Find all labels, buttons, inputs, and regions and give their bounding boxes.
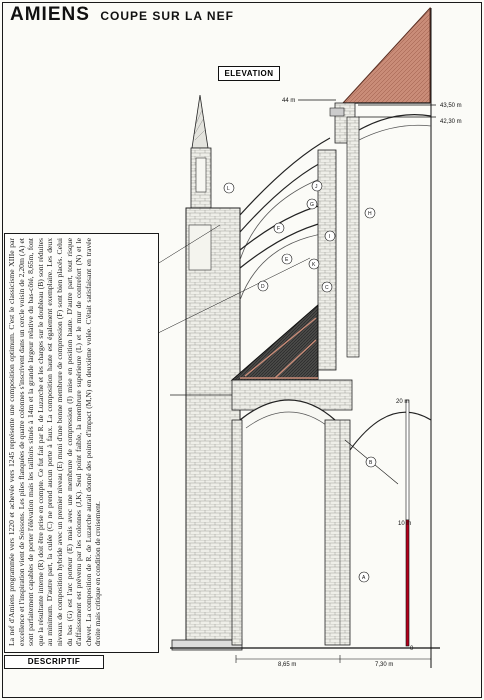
callout-f (274, 223, 284, 233)
elevation-label: ELEVATION (218, 66, 280, 81)
description-text: La nef d'Amiens programmée vers 1220 et achevée vers 1245 représente une composition optimum. C'est le classicisme XIIIe par excellence et l'inspiration vient de Soissons. Les piles flanquées de quatre colonnes s'inscrivent dans un cercle voisin de 2,20m (A) et sont parfaitement capables de porter l'élévation mais les tailloirs situés à 14m et la grande largeur relative du bas-côté, 8,65m, font que la résultante interne (R) doit être prise en compte. Ce fut fait par R. de Luzarche et les charges sur le doubleau (B) sont réduites au minimum. D'autre part, la culée (C) ne prend aucun porte à faux. La composition haute est également exemplaire. Les deux niveaux de composition hybride avec un premier niveau (E) muni d'une bonne membrure de compression (F) sont bien placés. Celui du bas (G) est l'arc porteur (E) mais avec une membrure de compression (I) mise en position haute. D'autre part, tout risque d'affaissement est prévenu par les colonnes (J,K). Seul point faible, la membrure supérieure (L) et le mur de contrefort (N) et le chevet. La composition de R. de Luzarche aurait donné des points d'impact (M,N) en deuxième volée. C'était satisfaisant en travée droite mais critique en condition de croisement. (7, 238, 103, 646)
aisle-outer-column (232, 420, 242, 645)
svg-text:G: G (310, 202, 314, 208)
nave-vault-inner (359, 125, 431, 140)
pinnacle-window (196, 158, 206, 192)
callout-e (282, 254, 292, 264)
buttress-upper-block (189, 225, 211, 270)
description-panel (4, 233, 159, 653)
callout-g (307, 199, 317, 209)
svg-text:F: F (277, 226, 281, 232)
description-heading: DESCRIPTIF (4, 655, 104, 669)
svg-text:L: L (227, 186, 230, 192)
upper-nave-wall (347, 117, 359, 357)
scale-bar-upper (406, 400, 409, 520)
svg-text:A: A (362, 575, 366, 581)
flying-buttress-upper-2 (240, 158, 330, 232)
svg-text:K: K (312, 262, 316, 268)
dimension-half-nave-label: 7,30 m (375, 662, 394, 668)
scale-0-label: 0 (410, 646, 414, 652)
svg-text:H: H (368, 211, 372, 217)
svg-text:D: D (261, 284, 265, 290)
svg-text:I: I (329, 234, 331, 240)
nave-arcade-arch (350, 412, 431, 450)
level-42-label: 42,30 m (440, 119, 462, 125)
svg-text:C: C (325, 285, 329, 291)
svg-text:E: E (285, 257, 289, 263)
level-44-label: 44 m (282, 98, 296, 104)
callout-i (325, 231, 335, 241)
level-43-label: 43,50 m (440, 103, 462, 109)
scale-20-label: 20 m (396, 399, 410, 405)
callout-l (224, 183, 234, 193)
callout-j (312, 181, 322, 191)
pinnacle-spire (192, 95, 208, 148)
page-title: AMIENS (10, 4, 90, 25)
callout-c (322, 282, 332, 292)
callout-k (309, 259, 319, 269)
scale-bar-lower (406, 520, 409, 646)
scale-10-label: 10 m (398, 521, 412, 527)
nave-pier (325, 420, 350, 645)
nave-roof (343, 8, 430, 103)
svg-text:B: B (369, 460, 373, 466)
callout-b (366, 457, 376, 467)
callout-a (359, 572, 369, 582)
page-subtitle: COUPE SUR LA NEF (100, 9, 234, 23)
roof-ridge-block (330, 108, 344, 116)
callout-h (365, 208, 375, 218)
dimension-aisle-label: 8,65 m (278, 662, 297, 668)
svg-text:J: J (315, 184, 318, 190)
callout-d (258, 281, 268, 291)
aisle-roof (232, 305, 318, 380)
